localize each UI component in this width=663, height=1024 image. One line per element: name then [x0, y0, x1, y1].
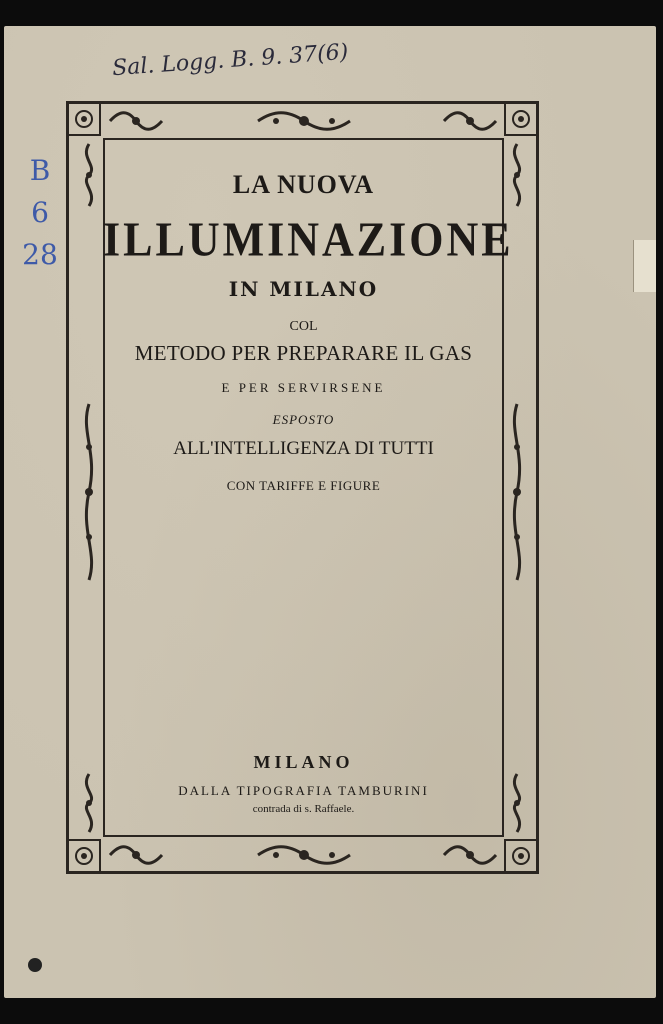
- column-ornament-icon: [506, 402, 528, 582]
- side-note-line: 28: [22, 238, 58, 271]
- corner-ornament-icon: [503, 101, 539, 137]
- scroll-ornament-icon: [106, 110, 166, 132]
- imprint-block: [103, 752, 504, 815]
- title-line-in-milano: IN MILANO: [228, 277, 379, 301]
- column-ornament-icon: [78, 402, 100, 582]
- scroll-ornament-icon: [254, 844, 354, 866]
- side-note-line: 6: [31, 196, 49, 229]
- title-line-metodo: METODO PER PREPARARE IL GAS: [134, 341, 473, 365]
- shelfmark-handwriting: Sal. Logg. B. 9. 37(6): [111, 39, 350, 82]
- corner-ornament-icon: [66, 838, 102, 874]
- column-ornament-icon: [78, 772, 100, 834]
- binding-hole: [28, 958, 42, 972]
- column-ornament-icon: [506, 142, 528, 208]
- imprint-city: MILANO: [253, 752, 354, 772]
- scroll-ornament-icon: [440, 110, 500, 132]
- corner-ornament-icon: [66, 101, 102, 137]
- title-block: [103, 160, 514, 494]
- corner-ornament-icon: [503, 838, 539, 874]
- blue-pencil-note: [18, 150, 62, 276]
- side-note-line: B: [29, 154, 51, 187]
- title-line-tariffe: CON TARIFFE E FIGURE: [226, 478, 381, 493]
- column-ornament-icon: [78, 142, 100, 208]
- main-title: ILLUMINAZIONE: [103, 212, 514, 267]
- title-line-col: COL: [289, 319, 318, 334]
- title-line-la-nuova: LA NUOVA: [232, 170, 375, 199]
- title-line-intelligenza: ALL'INTELLIGENZA DI TUTTI: [173, 438, 434, 459]
- scroll-ornament-icon: [254, 110, 354, 132]
- paper-tear: [633, 240, 656, 292]
- imprint-printer: DALLA TIPOGRAFIA TAMBURINI: [178, 783, 429, 798]
- imprint-address: contrada di s. Raffaele.: [252, 803, 355, 815]
- column-ornament-icon: [506, 772, 528, 834]
- title-line-esposto: ESPOSTO: [272, 412, 335, 427]
- scroll-ornament-icon: [440, 844, 500, 866]
- title-line-servirsene: E PER SERVIRSENE: [221, 380, 386, 395]
- scroll-ornament-icon: [106, 844, 166, 866]
